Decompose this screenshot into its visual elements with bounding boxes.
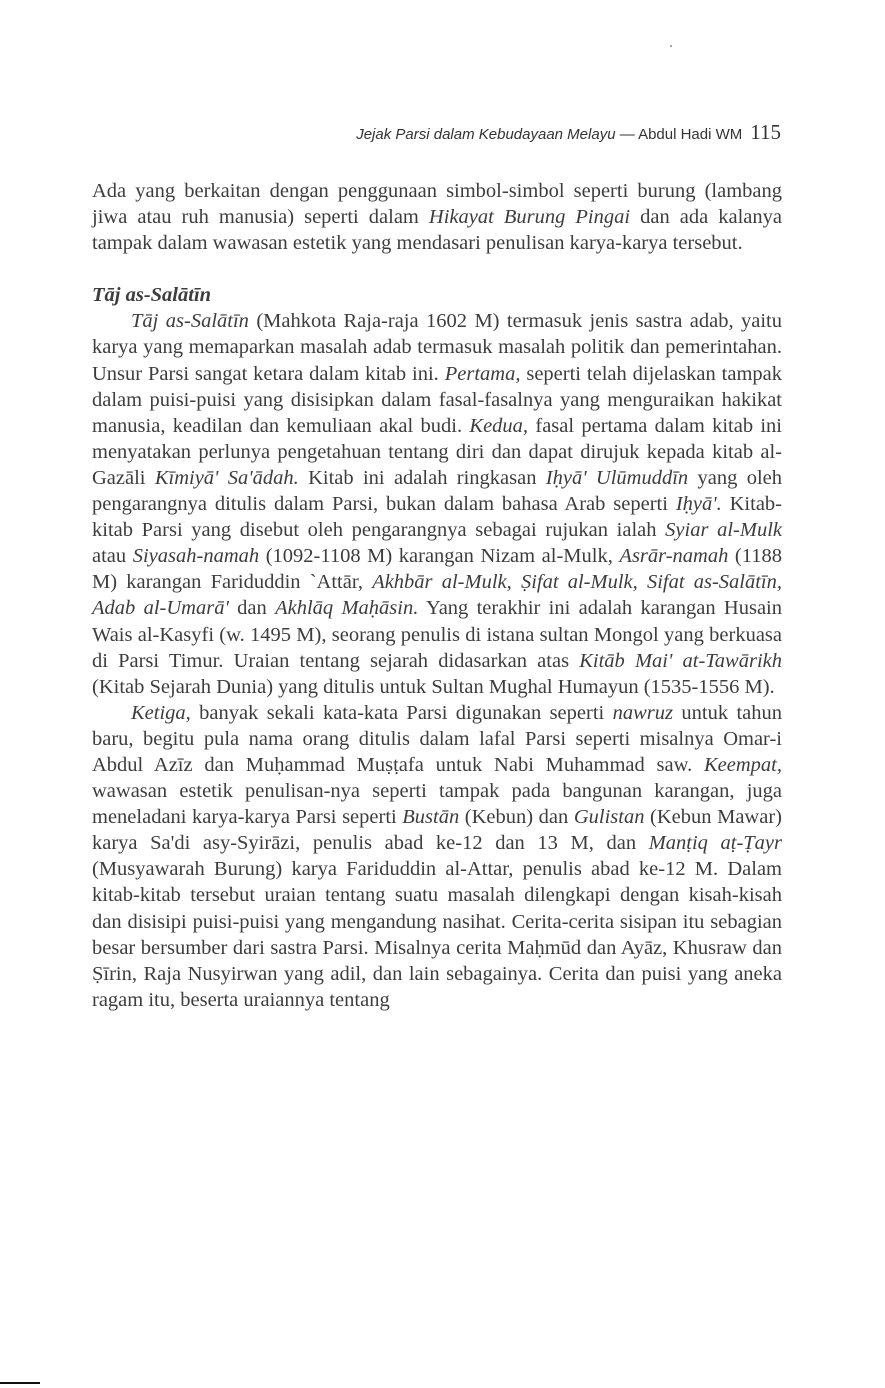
- section-heading: Tāj as-Salātīn: [92, 284, 212, 307]
- book-title: Jejak Parsi dalam Kebudayaan Melayu: [356, 126, 616, 143]
- scan-edge-mark: [0, 1382, 40, 1384]
- paragraph-2: Tāj as-Salātīn (Mahkota Raja-raja 1602 M) termasuk jenis sastra adab, yaitu karya yang memaparkan masalah adab termasuk masalah politik dan pemerintahan. Unsur Parsi sangat ketara dalam kitab ini. Pertama, seperti telah dijelaskan tampak dalam puisi-puisi yang disisipkan dalam fasal-fasalnya yang menguraikan hakikat manusia, keadilan dan kemuliaan akal budi. Kedua, fasal pertama dalam kitab ini menyatakan perlunya pengetahuan tentang diri dan dapat dirujuk kepada kitab al-Gazāli Kīmiyā' Sa'ādah. Kitab ini adalah ringkasan Iḥyā' Ulūmuddīn yang oleh pengarangnya ditulis dalam Parsi, bukan dalam bahasa Arab seperti Iḥyā'. Kitab-kitab Parsi yang disebut oleh pengarangnya sebagai rujukan ialah Syiar al-Mulk atau Siyasah-namah (1092-1108 M) karangan Nizam al-Mulk, Asrār-namah (1188 M) karangan Fariduddin `Attār, Akhbār al-Mulk, Ṣifat al-Mulk, Sifat as-Salātīn, Adab al-Umarā' dan Akhlāq Maḥāsin. Yang terakhir ini adalah karangan Husain Wais al-Kasyfi (w. 1495 M), seorang penulis di istana sultan Mongol yang berkuasa di Parsi Timur. Uraian tentang sejarah didasarkan atas Kitāb Mai' at-Tawārikh (Kitab Sejarah Dunia) yang ditulis untuk Sultan Mughal Humayun (1535-1556 M).: [92, 310, 783, 698]
- page-number: 115: [750, 120, 781, 144]
- header-dash: —: [615, 126, 639, 143]
- running-header: [356, 120, 781, 145]
- paragraph-3: Ketiga, banyak sekali kata-kata Parsi digunakan seperti nawruz untuk tahun baru, begitu pula nama orang ditulis dalam lafal Parsi seperti misalnya Omar-i Abdul Azīz dan Muḥammad Muṣṭafa untuk Nabi Muhammad saw. Keempat, wawasan estetik penulisan-nya seperti tampak pada bangunan karangan, juga meneladani karya-karya Parsi seperti Bustān (Kebun) dan Gulistan (Kebun Mawar) karya Sa'di asy-Syirāzi, penulis abad ke-12 dan 13 M, dan Manṭiq aṭ-Ṭayr (Musyawarah Burung) karya Fariduddin al-Attar, penulis abad ke-12 M. Dalam kitab-kitab tersebut uraian tentang suatu masalah dilengkapi dengan kisah-kisah dan disisipi puisi-puisi yang mengandung nasihat. Cerita-cerita sisipan itu sebagian besar bersumber dari sastra Parsi. Misalnya cerita Maḥmūd dan Ayāz, Khusraw dan Ṣīrin, Raja Nusyirwan yang adil, dan lain sebagainya. Cerita dan puisi yang aneka ragam itu, beserta uraiannya tentang: [92, 701, 783, 1011]
- paragraph-1: Ada yang berkaitan dengan penggunaan simbol-simbol seperti burung (lambang jiwa atau ruh manusia) seperti dalam Hikayat Burung Pingai dan ada kalanya tampak dalam wawasan estetik yang mendasari penulisan karya-karya tersebut.: [92, 180, 783, 255]
- author-name: Abdul Hadi WM: [638, 126, 743, 143]
- page-body: [92, 178, 782, 1013]
- scan-speck: [670, 45, 672, 47]
